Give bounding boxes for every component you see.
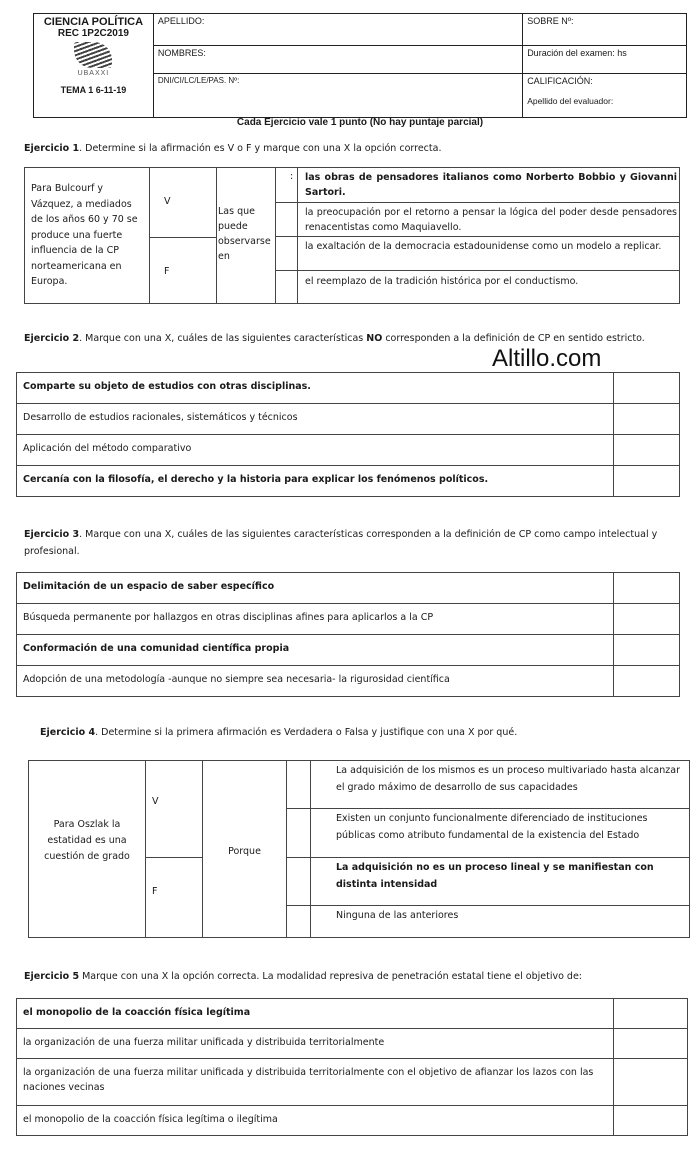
ej4-connector: Porque (228, 846, 261, 857)
ej2-option-4: Cercanía con la filosofía, el derecho y la historia para explicar los fenómenos políticos. (17, 466, 614, 497)
ej5-check-3[interactable] (614, 1059, 688, 1106)
ej4-f-label: F (152, 886, 158, 897)
ej5-option-1: el monopolio de la coacción física legítima (17, 999, 614, 1029)
exam-code: REC 1P2C2019 (57, 28, 129, 39)
ej5-check-4[interactable] (614, 1106, 688, 1136)
ej3-option-2: Búsqueda permanente por hallazgos en otras disciplinas afines para aplicarlos a la CP (17, 604, 614, 635)
ej3-check-2[interactable] (614, 604, 680, 635)
ej5-instruction-text: Marque con una X la opción correcta. La modalidad represiva de penetración estatal tiene el objetivo de: (79, 971, 583, 982)
ej4-label: Ejercicio 4 (40, 727, 96, 738)
ej3-instruction-text: . Marque con una X, cuáles de las siguientes características corresponden a la definición de CP como campo intelectual y profesional. (24, 529, 658, 557)
ej5-check-1[interactable] (614, 999, 688, 1029)
ej3-instruction (24, 526, 664, 560)
ej1-f-cell[interactable] (150, 238, 216, 304)
ej3-option-4: Adopción de una metodología -aunque no siempre sea necesaria- la rigurosidad científica (17, 666, 614, 697)
logo-text: UBAXXI (77, 70, 110, 77)
ej1-colon: : (290, 171, 294, 182)
ej3-table (16, 572, 680, 697)
ej4-v-label: V (152, 796, 159, 807)
ej5-instruction (24, 968, 684, 985)
duracion-field[interactable]: Duración del examen: hs (523, 46, 687, 74)
ej3-label: Ejercicio 3 (24, 529, 80, 540)
ej1-check-a[interactable] (276, 168, 297, 202)
ej4-option-a: La adquisición de los mismos es un proceso multivariado hasta alcanzar el grado máximo de desarrollo de sus capacidades (336, 765, 680, 793)
ej1-instruction (24, 140, 684, 157)
exam-header (33, 13, 687, 118)
altillo-watermark: Altillo.com (492, 345, 602, 372)
ej3-check-3[interactable] (614, 635, 680, 666)
ej3-option-3: Conformación de una comunidad científica propia (17, 635, 614, 666)
ej1-check-b[interactable] (276, 203, 297, 236)
ej2-label: Ejercicio 2 (24, 333, 80, 344)
ej4-check-d[interactable] (287, 906, 310, 938)
ej5-option-4: el monopolio de la coacción física legítima o ilegítima (17, 1106, 614, 1136)
calificacion-label: CALIFICACIÓN: (527, 76, 593, 86)
ej4-grid (28, 760, 690, 938)
ej5-option-2: la organización de una fuerza militar unificada y distribuida territorialmente (17, 1029, 614, 1059)
nombres-field[interactable]: NOMBRES: (153, 46, 522, 74)
ej1-label: Ejercicio 1 (24, 143, 80, 154)
ej4-check-b[interactable] (287, 809, 310, 857)
ej2-check-4[interactable] (614, 466, 680, 497)
ej4-check-c[interactable] (287, 858, 310, 905)
ej1-check-d[interactable] (276, 271, 297, 304)
ej3-check-4[interactable] (614, 666, 680, 697)
points-note: Cada Ejercicio vale 1 punto (No hay puntaje parcial) (236, 117, 484, 128)
subject-cell (34, 14, 154, 118)
ej2-option-3: Aplicación del método comparativo (17, 435, 614, 466)
ej1-v-label: V (164, 196, 171, 207)
ej2-check-3[interactable] (614, 435, 680, 466)
ej4-option-c: La adquisición no es un proceso lineal y se manifiestan con distinta intensidad (336, 862, 654, 890)
ej1-grid (24, 167, 680, 304)
ej4-option-d: Ninguna de las anteriores (336, 910, 459, 921)
ej4-check-a[interactable] (287, 761, 310, 808)
subject-title: CIENCIA POLÍTICA (43, 16, 144, 28)
ej2-check-2[interactable] (614, 404, 680, 435)
ej5-check-2[interactable] (614, 1029, 688, 1059)
ej1-statement-text: Para Bulcourf y Vázquez, a mediados de los años 60 y 70 se produce una fuerte influencia de la CP norteamericana en Europa. (31, 183, 138, 287)
ej5-option-3: la organización de una fuerza militar unificada y distribuida territorialmente con el objetivo de afianzar los lazos con las naciones vecinas (17, 1059, 614, 1106)
ej2-check-1[interactable] (614, 373, 680, 404)
ej1-option-a: las obras de pensadores italianos como Norberto Bobbio y Giovanni Sartori. (305, 172, 677, 198)
ej2-option-2: Desarrollo de estudios racionales, sistemáticos y técnicos (17, 404, 614, 435)
ej1-option-c: la exaltación de la democracia estadounidense como un modelo a replicar. (305, 241, 662, 252)
ej5-table (16, 998, 688, 1136)
ej2-instruction-a: . Marque con una X, cuáles de las siguientes características (79, 333, 367, 344)
ej1-f-label: F (164, 266, 170, 277)
ej4-f-box[interactable] (146, 858, 202, 938)
ej2-instruction-b: corresponden a la definición de CP en sentido estricto. (382, 333, 645, 344)
ej4-instruction (40, 724, 680, 741)
ej1-option-b: la preocupación por el retorno a pensar la lógica del poder desde pensadores renacentistas como Maquiavello. (305, 207, 677, 233)
ubaxxi-logo (74, 42, 112, 68)
ej1-connector-text: Las que puede observarse en (218, 206, 271, 262)
ej1-v-box[interactable] (150, 168, 216, 237)
sobre-field[interactable]: SOBRE Nº: (523, 14, 687, 46)
ej4-v-box[interactable] (146, 761, 202, 857)
ej2-option-1: Comparte su objeto de estudios con otras disciplinas. (17, 373, 614, 404)
dni-field[interactable]: DNI/CI/LC/LE/PAS. Nº: (153, 74, 522, 118)
ej4-statement: Para Oszlak la estatidad es una cuestión de grado (44, 819, 130, 862)
calificacion-cell (523, 74, 687, 118)
evaluador-label: Apellido del evaluador: (527, 96, 614, 106)
tema-label: TEMA 1 6-11-19 (60, 85, 127, 95)
ej3-check-1[interactable] (614, 573, 680, 604)
ej2-no: NO (366, 333, 383, 344)
ej2-table (16, 372, 680, 497)
apellido-field[interactable]: APELLIDO: (153, 14, 522, 46)
ej5-label: Ejercicio 5 (24, 971, 80, 982)
ej4-option-b: Existen un conjunto funcionalmente diferenciado de instituciones públicas como atributo fundamental de la existencia del Estado (336, 813, 648, 841)
ej1-option-d: el reemplazo de la tradición histórica por el conductismo. (305, 276, 579, 287)
ej1-check-c[interactable] (276, 237, 297, 270)
ej4-instruction-text: . Determine si la primera afirmación es Verdadera o Falsa y justifique con una X por qué. (95, 727, 518, 738)
ej3-option-1: Delimitación de un espacio de saber específico (17, 573, 614, 604)
ej1-instruction-text: . Determine si la afirmación es V o F y marque con una X la opción correcta. (79, 143, 442, 154)
